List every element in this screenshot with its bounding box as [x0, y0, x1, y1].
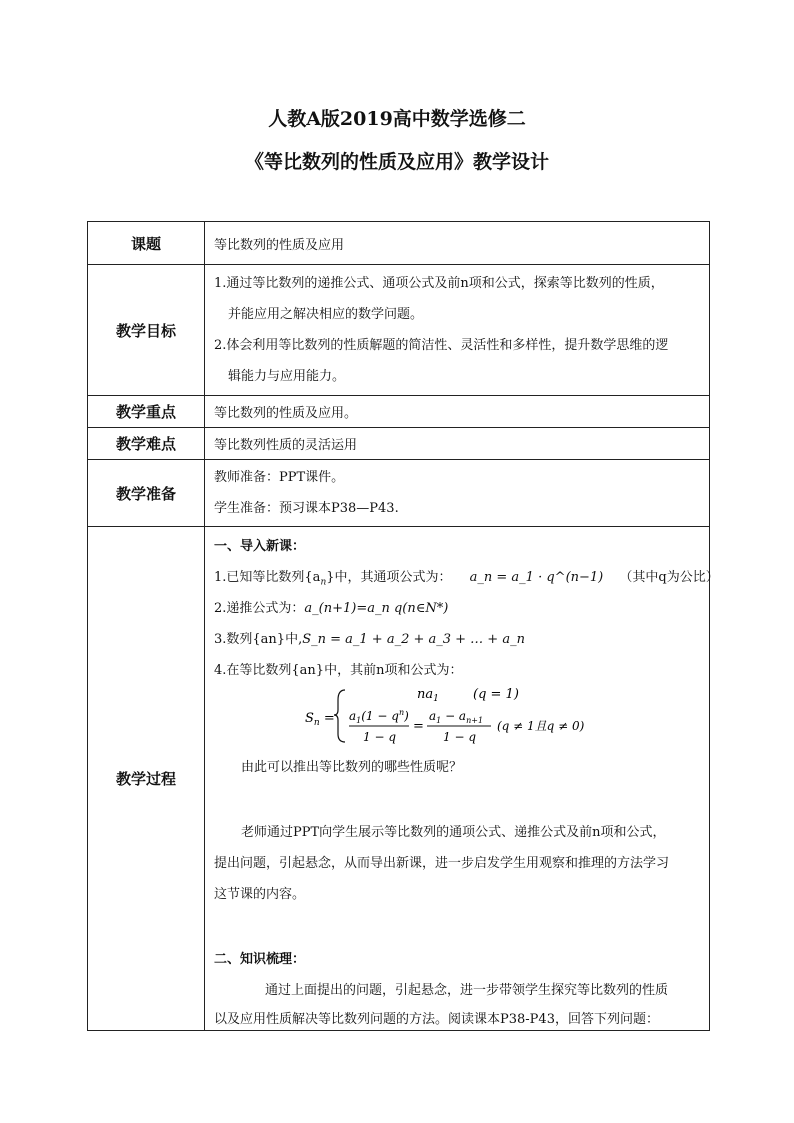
- difficulty-value: 等比数列性质的灵活运用: [205, 428, 710, 460]
- goals-label: 教学目标: [88, 265, 205, 396]
- process-value: [205, 527, 719, 1031]
- topic-value: 等比数列的性质及应用: [205, 222, 710, 265]
- section-knowledge-title: 二、知识梳理：: [214, 952, 306, 967]
- item-sum-definition: [214, 628, 525, 647]
- item3-text: 3.数列{an}中,: [214, 632, 303, 647]
- case2-numerator-a: $a_1(1 - q^n)$: [349, 708, 409, 725]
- difficulty-label: 教学难点: [88, 428, 205, 460]
- row-difficulty: [88, 428, 710, 460]
- general-term-formula: a_n = a_1 · q^(n−1): [469, 570, 604, 585]
- case1-expr: $na_1$: [417, 687, 439, 704]
- teacher-prep: 教师准备：PPT课件。: [214, 470, 345, 485]
- focus-value: 等比数列的性质及应用。: [205, 396, 710, 428]
- goals-value: [205, 265, 710, 396]
- equals-sign: =: [413, 719, 424, 734]
- document-title: 人教A版2019高中数学选修二: [268, 108, 526, 130]
- process-label: 教学过程: [88, 527, 205, 1031]
- focus-label: 教学重点: [88, 396, 205, 428]
- document-subtitle: 《等比数列的性质及应用》教学设计: [244, 151, 549, 173]
- item2-text: 2.递推公式为：: [214, 601, 305, 616]
- case2-condition: (q ≠ 1且q ≠ 0): [497, 719, 585, 733]
- goal-line: 并能应用之解决相应的数学问题。: [228, 307, 424, 322]
- item1-text-b: }中，其通项公式为：: [326, 570, 452, 585]
- item1-text: 1.已知等比数列{a: [214, 570, 321, 585]
- left-brace: [334, 690, 345, 742]
- goal-line: 2.体会利用等比数列的性质解题的简洁性、灵活性和多样性，提升数学思维的逻: [214, 338, 669, 353]
- section-intro-title: 一、导入新课：: [214, 539, 306, 554]
- sum-formula-piecewise: [305, 684, 635, 746]
- ratio-note: （其中q为公比）: [619, 570, 719, 585]
- topic-label: 课题: [88, 222, 205, 265]
- goal-line: 辑能力与应用能力。: [228, 369, 346, 384]
- case1-condition: (q = 1): [473, 687, 519, 702]
- para2-line1: 通过上面提出的问题，引起悬念，进一步带领学生探究等比数列的性质: [265, 983, 669, 998]
- recursive-formula: a_(n+1)=a_n q(n∈N*): [304, 601, 449, 616]
- row-topic: [88, 222, 710, 265]
- prep-label: 教学准备: [88, 460, 205, 527]
- para1-line1: 老师通过PPT向学生展示等比数列的通项公式、递推公式及前n项和公式，: [241, 825, 666, 840]
- lesson-plan-table: [87, 221, 719, 1031]
- para1-line3: 这节课的内容。: [214, 887, 306, 902]
- goal-line: 1.通过等比数列的递推公式、通项公式及前n项和公式，探索等比数列的性质，: [214, 276, 664, 291]
- case2-numerator-b: $a_1 - a_{n+1}$: [429, 709, 484, 725]
- item-recursive: [214, 597, 448, 616]
- row-prep: [88, 460, 710, 527]
- case2-denominator-a: 1 − q: [363, 730, 396, 744]
- prep-value: [205, 460, 710, 527]
- case2-denominator-b: 1 − q: [443, 730, 476, 744]
- item-general-term: 1.已知等比数列$\{a_n\}$中，其通项公式为： a_n = a_1 · q^(n−1) （其中q为公比）: [214, 570, 719, 588]
- para1-line2: 提出问题，引起悬念，从而导出新课，进一步启发学生用观察和推理的方法学习: [214, 856, 670, 871]
- row-process: [88, 527, 710, 1031]
- para2-line2: 以及应用性质解决等比数列问题的方法。阅读课本P38-P43，回答下列问题：: [214, 1012, 659, 1027]
- row-goals: [88, 265, 710, 396]
- student-prep: 学生准备：预习课本P38—P43.: [214, 501, 399, 516]
- row-focus: [88, 396, 710, 428]
- sn-symbol: $S_n$ =: [305, 711, 335, 728]
- lead-question: 由此可以推出等比数列的哪些性质呢？: [241, 760, 463, 775]
- sum-definition-formula: S_n = a_1 + a_2 + a_3 + … + a_n: [302, 632, 525, 647]
- item-sum-formula-intro: 4.在等比数列{an}中，其前n项和公式为：: [214, 663, 463, 678]
